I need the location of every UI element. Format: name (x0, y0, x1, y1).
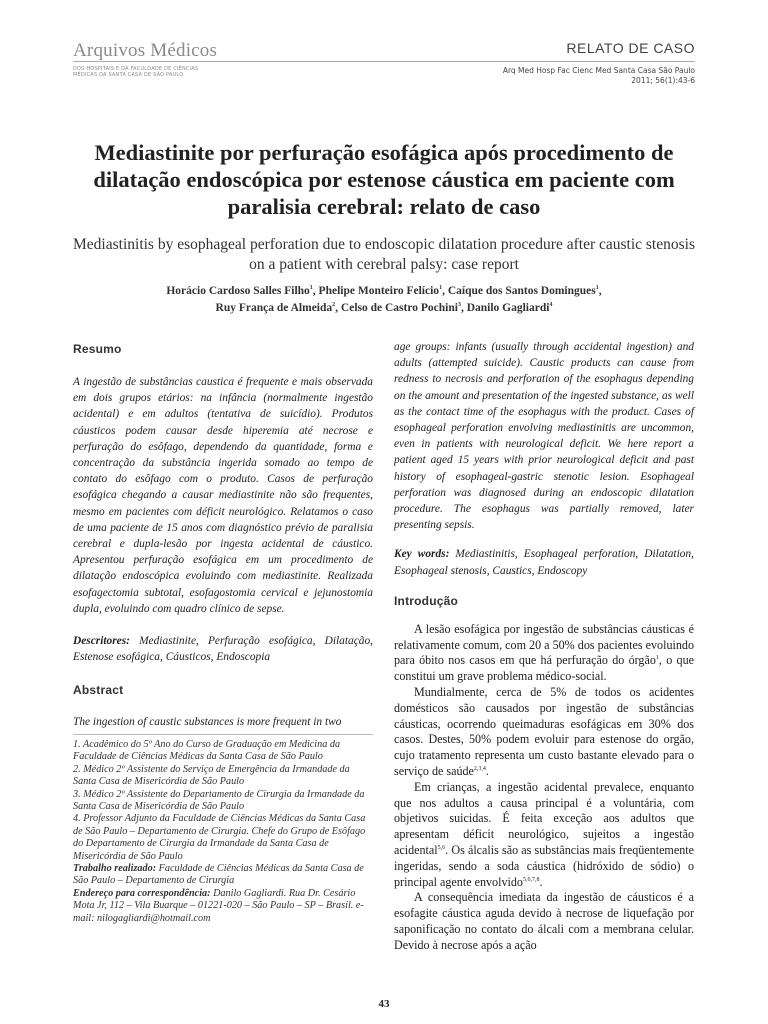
intro-paragraph-1: A lesão esofágica por ingestão de substâncias cáusticas é relativamente comum, com 20 a 50% dos pacientes evoluindo para óbito nos casos em que há perfuração do órgão$^1$, o que constitui um grave problema médico-social. (394, 621, 694, 684)
article-title: Mediastinite por perfuração esofágica após procedimento de dilatação endoscópica por estenose cáustica em paciente com paralisia cerebral: relato de caso (93, 140, 675, 219)
descriptors: Descritores: Mediastinite, Perfuração esofágica, Dilatação, Estenose esofágica, Cáusticos, Endoscopia (73, 635, 373, 664)
correspondence: Endereço para correspondência: Danilo Gagliardi. Rua Dr. Cesário Mota Jr, 112 – Vila Buarque – 01221-020 – São Paulo – SP – Brasil. e-mail: nilogagliardi@hotmail.com (73, 887, 364, 924)
author-name: Ruy França de Almeida (215, 302, 333, 314)
citation (503, 66, 695, 86)
footnote-2: 2. Médico 2º Assistente do Serviço de Emergência da Irmandade da Santa Casa de Misericórdia de São Paulo (73, 763, 350, 788)
left-column (73, 342, 373, 731)
article-type (566, 40, 695, 56)
intro-paragraph-2: Mundialmente, cerca de 5% de todos os acidentes domésticos são causados por ingestão de substâncias cáusticas, ocorrendo queimaduras esofágicas em 30% dos casos. Destes, 50% podem evoluir para estenose do orgão, cujo tratamento representa um custo bastante elevado para o serviço de saúde$^{2,3,4}$. (394, 685, 694, 779)
keywords: Key words: Mediastinitis, Esophageal perforation, Dilatation, Esophageal stenosis, Caustics, Endoscopy (394, 548, 694, 577)
footnote-4: 4. Professor Adjunto da Faculdade de Ciências Médicas da Santa Casa de São Paulo – Departamento de Cirurgia. Chefe do Grupo de Esôfago do Departamento de Cirurgia da Irmandade da Santa Casa de Misericórdia de São Paulo (73, 813, 366, 862)
intro-paragraph-4: A consequência imediata da ingestão de cáusticos é a esofagite cáustica aguda devido à necrose de liquefação por saponificação no contato do álcali com a membrana celular. Devido à necrose após a ação (394, 890, 694, 952)
abstract-text-continued: age groups: infants (usually through accidental ingestion) and adults (attempted suicide). Caustic products can cause from redness to necrosis and perforation of the esophagus depending on the amount and presentation of the ingested substance, as well as the contact time of the esophagus with the product. Cases of esophageal perforation envolving mediastinitis are uncommon, even in patients with neurological deficit. We here report a patient aged 15 years with prior neurological deficit and past history of esophageal-gastric stenotic lesion. Esophageal perforation was diagnosed during an endoscopic dilatation procedure. The esophagus was partially removed, later presenting sepsis. (394, 341, 694, 532)
page-number: 43 (378, 998, 390, 1010)
author-name: Celso de Castro Pochini (340, 302, 458, 314)
resumo-text: A ingestão de substâncias caustica é frequente e mais observada em dois grupos etários: na infância (normalmente ingestão acidental) e em adultos (tentativa de suicídio). Produtos cáusticos podem causar desde hiperemia até necrose e perfuração do esôfago, dependendo da quantidade, forma e concentração da substância ingerida somado ao tempo de contato do esôfago com o produto. Casos de perfuração esofágica chegando a causar mediastinite não são frequentes, mesmo em pacientes com déficit neurológico. Relatamos o caso de uma paciente de 15 anos com diagnóstico prévio de paralisia cerebral e dupla-lesão por ingesta acidental de cáustico. Apresentou perfuração esofágica em um procedimento de dilatação endoscópica evoluindo com mediastinite. Realizada esofagectomia subtotal, esofagostomia cervical e jejunostomia dupla, evoluindo com quadro clínico de sepse. (73, 376, 373, 615)
footnote-1: 1. Acadêmico do 5º Ano do Curso de Graduação em Medicina da Faculdade de Ciências Médicas da Santa Casa de São Paulo (73, 739, 341, 763)
footnotes (73, 739, 373, 925)
abstract-heading: Abstract (73, 683, 124, 698)
citation-volume: 2011; 56(1):43-6 (631, 76, 695, 85)
author-name: Horácio Cardoso Salles Filho (166, 285, 310, 297)
header-rule (73, 61, 695, 62)
intro-paragraph-3: Em crianças, a ingestão acidental prevalece, enquanto que nos adultos a causa principal é a voluntária, com objetivos suicidas. É feita exceção aos adultos que apresentam déficit neurológico, sujeitos a ingestão acidental$^{5,6}$. Os álcalis são as substâncias mais freqüentemente ingeridas, sendo a soda cáustica (hidróxido de sódio) o principal agente envolvido$^{5,6,7,8}$. (394, 779, 694, 889)
footnote-rule (73, 734, 373, 735)
author-list (73, 283, 695, 317)
author-name: Phelipe Monteiro Felício (318, 285, 440, 297)
intro-heading: Introdução (394, 593, 458, 608)
abstract-text-start: The ingestion of caustic substances is more frequent in two (73, 716, 342, 729)
journal-subtitle: DOS HOSPITAIS E DA FACULDADE DE CIÊNCIAS MÉDICAS DA SANTA CASA DE SÃO PAULO (73, 66, 199, 78)
author-name: Danilo Gagliardi (466, 302, 550, 314)
work-location: Trabalho realizado: Faculdade de Ciências Médicas da Santa Casa de São Paulo – Departamento de Cirurgia (73, 863, 364, 887)
right-column (394, 339, 694, 954)
citation-journal: Arq Med Hosp Fac Cienc Med Santa Casa São Paulo (502, 66, 695, 75)
journal-brand (73, 40, 217, 78)
journal-name: Arquivos Médicos (73, 40, 218, 61)
author-line-2: Ruy França de Almeida$^2$, Celso de Castro Pochini$^3$, Danilo Gagliardi$^4$ (215, 302, 553, 314)
resumo-heading: Resumo (73, 342, 122, 356)
author-line-1: Horácio Cardoso Salles Filho$^1$, Phelipe Monteiro Felício$^1$, Caíque dos Santos Domingues$^1$, (166, 285, 602, 297)
article-subtitle: Mediastinitis by esophageal perforation due to endoscopic dilatation procedure after caustic stenosis on a patient with cerebral palsy: case report (73, 236, 695, 273)
footnote-3: 3. Médico 2º Assistente do Departamento de Cirurgia da Irmandade da Santa Casa de Misericórdia de São Paulo (73, 788, 365, 813)
author-name: Caíque dos Santos Domingues (447, 285, 596, 297)
section-label: RELATO DE CASO (566, 40, 695, 56)
